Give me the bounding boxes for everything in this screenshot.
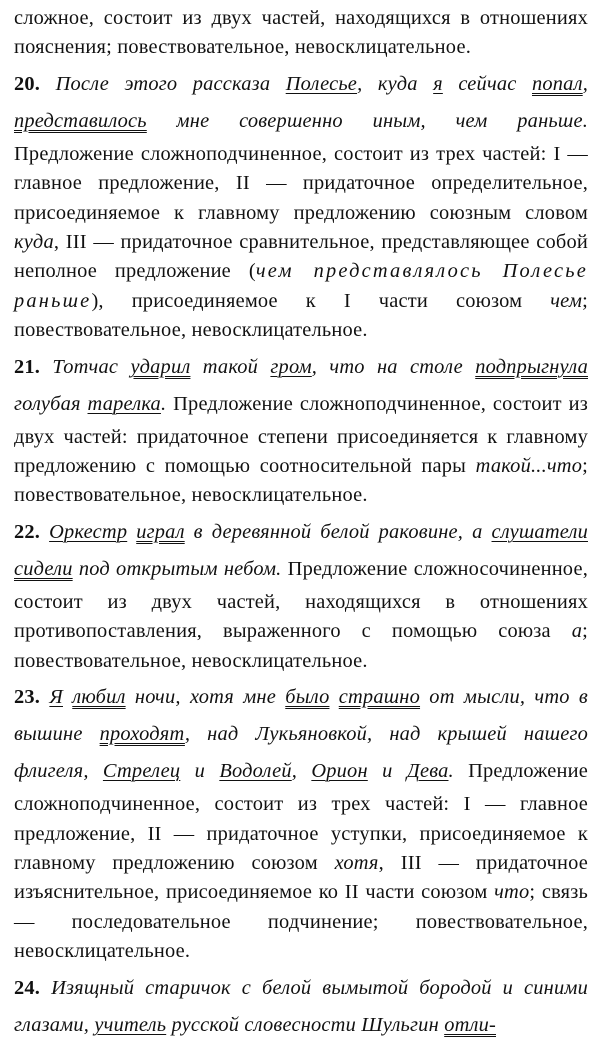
predicate: проходят — [99, 723, 185, 746]
conjunction-word: а — [571, 620, 583, 643]
subject: Оркестр — [49, 520, 128, 543]
subject: Я — [49, 686, 63, 709]
predicate: попал — [532, 72, 583, 95]
example-sentence: Изящный старичок с белой вымытой бородой и синими глазами, учитель русской словесности Шульгин отли- — [14, 976, 588, 1036]
predicate: было — [285, 686, 330, 709]
subject: тарелка — [87, 392, 161, 415]
predicate: ударил — [130, 355, 191, 378]
conjunction-word: чем — [550, 289, 583, 312]
entry-number: 23. — [14, 686, 41, 709]
entry-23: 23. Я любил ночи, хотя мне было страшно от мысли, что в вышине проходят, над Лукьяновкой, над крышей нашего флигеля, Стрелец и Водолей, Орион и Дева. Предложение сложноподчиненное, состоит из трех частей: I — главное предложение, II — придаточное уступки, присоединяемое к главному предложению союзом хотя, III — придаточное изъяснительное, присоединяемое ко II части союзом что; связь — последовательное подчинение; повествовательное, невосклицательное. — [14, 686, 588, 963]
subject: слушатели — [491, 520, 588, 543]
predicate: представилось — [14, 109, 147, 132]
analysis-text: Предложение сложноподчиненное, состоит из трех частей: I — главное предложение, II — придаточное определительное, присоединяемое к главному предложению союзным словом — [14, 142, 588, 224]
conjunction-word: куда — [14, 231, 54, 254]
spaced-example: чем представлялось Полесье раньше — [14, 260, 588, 312]
predicate: сидели — [14, 557, 73, 580]
subject: Стрелец — [102, 760, 181, 783]
subject: Орион — [311, 760, 368, 783]
entry-24 — [14, 970, 588, 1044]
entry-21: 21. Тотчас ударил такой гром, что на столе подпрыгнула голубая тарелка. Предложение сложноподчиненное, состоит из двух частей: придаточное степени присоединяется к главному предложению с помощью соотносительной пары такой...что; повествовательное, невосклицательное. — [14, 355, 588, 507]
subject: гром — [270, 355, 312, 378]
predicate: подпрыгнула — [475, 355, 588, 378]
entry-number: 22. — [14, 520, 41, 543]
example-sentence: Тотчас ударил такой гром, что на столе подпрыгнула голубая тарелка. — [14, 355, 588, 415]
entry-20: 20. После этого рассказа Полесье, куда я сейчас попал, представилось мне совершенно иным, чем раньше. Предложение сложноподчиненное, состоит из трех частей: I — главное предложение, II — придаточное определительное, присоединяемое к главному предложению союзным словом куда, III — придаточное сравнительное, представляющее собой неполное предложение (чем представлялось Полесье раньше), присоединяемое к I части союзом чем; повествовательное, невосклицательное. — [14, 72, 588, 342]
conjunction-word: что — [494, 881, 530, 904]
example-sentence: Я любил ночи, хотя мне было страшно от мысли, что в вышине проходят, над Лукьяновкой, над крышей нашего флигеля, Стрелец и Водолей, Орион и Дева. — [14, 686, 588, 783]
example-sentence: После этого рассказа Полесье, куда я сейчас попал, представилось мне совершенно иным, чем раньше. — [14, 72, 588, 132]
conjunction-word: хотя — [334, 851, 379, 874]
entry-number: 20. — [14, 72, 41, 95]
example-sentence: Оркестр играл в деревянной белой раковине, а слушатели сидели под открытым небом. — [14, 520, 588, 580]
analysis-text: Предложение сложноподчиненное, состоит из двух частей: придаточное степени присоединяется к главному предложению с помощью соотносительной пары — [14, 392, 588, 478]
predicate: любил — [72, 686, 126, 709]
predicate: страшно — [338, 686, 421, 709]
subject: Полесье — [285, 72, 358, 95]
conjunction-word: такой...что — [475, 455, 583, 478]
predicate: отли- — [444, 1013, 496, 1036]
entry-number: 24. — [14, 976, 41, 999]
subject: Дева — [406, 760, 449, 783]
apposition: учитель — [94, 1013, 167, 1036]
analysis-text: Предложение сложносочиненное, состоит из двух частей, находящихся в отношениях противопоставления, выраженного с помощью союза — [14, 557, 589, 643]
entry-22: 22. Оркестр играл в деревянной белой раковине, а слушатели сидели под открытым небом. Предложение сложносочиненное, состоит из двух частей, находящихся в отношениях противопоставления, выраженного с помощью союза а; повествовательное, невосклицательное. — [14, 520, 589, 672]
intro-paragraph: сложное, состоит из двух частей, находящихся в отношениях пояснения; повествовательное, невосклицательное. — [14, 7, 588, 59]
analysis-text: Предложение сложноподчиненное, состоит из трех частей: I — главное предложение, II — придаточное уступки, присоединяемое к главному предложению союзом — [14, 760, 588, 874]
predicate: играл — [136, 520, 185, 543]
entry-number: 21. — [14, 355, 41, 378]
subject: Водолей — [219, 760, 292, 783]
subject: я — [433, 72, 443, 95]
